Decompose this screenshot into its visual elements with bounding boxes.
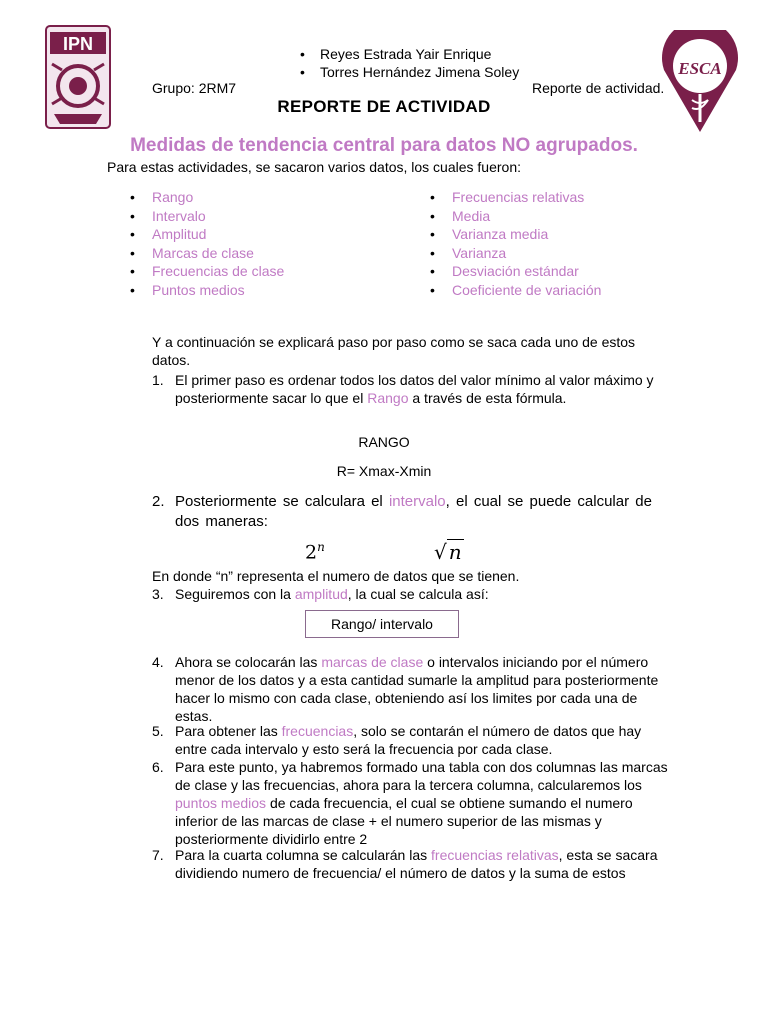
- step-highlight: frecuencias relativas: [431, 847, 559, 863]
- sqrt-symbol: √: [434, 540, 447, 564]
- list-item: • Varianza: [452, 244, 601, 263]
- step-text: Ahora se colocarán las: [175, 654, 322, 670]
- step-2: [152, 492, 672, 532]
- n-note: En donde “n” representa el numero de datos que se tienen.: [152, 568, 520, 584]
- explanation-text: Y a continuación se explicará paso por paso como se saca cada uno de estos datos.: [152, 334, 636, 368]
- step-1: [152, 371, 672, 407]
- report-label: Reporte de actividad.: [532, 80, 665, 96]
- step-highlight: marcas de clase: [321, 654, 424, 670]
- step-6: [152, 758, 672, 848]
- list-item: • Intervalo: [152, 207, 284, 226]
- step-text: , esta se sacara dividiendo numero de frecuencia/ el número de datos y la suma de estos: [175, 847, 658, 881]
- formula-sqrt: [434, 540, 464, 564]
- step-text: Posteriormente se calculara el: [175, 493, 389, 510]
- step-text: , la cual se calcula así:: [347, 586, 489, 602]
- formula-exponent: n: [317, 540, 325, 554]
- step-highlight: intervalo: [388, 493, 446, 510]
- step-5: [152, 722, 672, 758]
- step-text: Para este punto, ya habremos formado una tabla con dos columnas las marcas de clase y las frecuencias, ahora para la tercera columna, calcularemos los: [175, 759, 668, 793]
- step-text: a través de esta fórmula.: [408, 390, 567, 406]
- document-subtitle: Medidas de tendencia central para datos NO agrupados.: [130, 135, 638, 156]
- step-highlight: Rango: [367, 390, 409, 406]
- list-item: • Marcas de clase: [152, 244, 284, 263]
- svg-text:ESCA: ESCA: [678, 59, 722, 78]
- document-title: REPORTE DE ACTIVIDAD: [277, 97, 491, 116]
- step-text: Para obtener las: [175, 723, 282, 739]
- formula-base: 2: [305, 541, 318, 564]
- step-number: 1.: [152, 372, 164, 388]
- step-text: o intervalos iniciando por el número menor de los datos y a esta cantidad sumarle la amplitud para posteriormente hacer lo mismo con cada clase, obteniendo así los limites por cada una de estas.: [175, 654, 659, 724]
- svg-text:IPN: IPN: [62, 34, 94, 54]
- step-highlight: amplitud: [294, 586, 348, 602]
- list-item: • Media: [452, 207, 601, 226]
- sqrt-argument: n: [448, 540, 462, 564]
- concepts-list-left: [152, 188, 284, 300]
- step-number: 2.: [152, 493, 165, 510]
- list-item: • Rango: [152, 188, 284, 207]
- step-text: , el cual se puede calcular de dos maneras:: [175, 493, 652, 530]
- step-text: Para la cuarta columna se calcularán las: [175, 847, 432, 863]
- step-number: 7.: [152, 847, 164, 863]
- author-list: [300, 45, 519, 81]
- formula-power: [305, 540, 325, 563]
- step-number: 5.: [152, 723, 164, 739]
- author-item: • Torres Hernández Jimena Soley: [300, 63, 519, 81]
- step-4: [152, 653, 672, 725]
- step-7: [152, 846, 672, 882]
- step-highlight: frecuencias: [281, 723, 354, 739]
- list-item: • Frecuencias de clase: [152, 262, 284, 281]
- list-item: • Amplitud: [152, 225, 284, 244]
- step-number: 4.: [152, 654, 164, 670]
- esca-logo: [660, 30, 740, 134]
- step-text: de cada frecuencia, el cual se obtiene sumando el numero inferior de las marcas de clase + el numero superior de las mismas y posteriormente dividirlo entre 2: [175, 795, 633, 847]
- group-label: Grupo: 2RM7: [152, 80, 237, 96]
- list-item: • Frecuencias relativas: [452, 188, 601, 207]
- rango-heading: RANGO: [358, 434, 410, 450]
- amplitud-formula-box: Rango/ intervalo: [305, 610, 459, 638]
- concepts-list-right: [452, 188, 601, 300]
- step-number: 6.: [152, 759, 164, 775]
- rango-formula: R= Xmax-Xmin: [336, 463, 432, 479]
- step-number: 3.: [152, 586, 164, 602]
- list-item: • Varianza media: [452, 225, 601, 244]
- step-3: [152, 585, 672, 603]
- step-text: , solo se contarán el número de datos que hay entre cada intervalo y esto será la frecuencia por cada clase.: [175, 723, 642, 757]
- intro-text: Para estas actividades, se sacaron varios datos, los cuales fueron:: [107, 159, 521, 175]
- step-text: El primer paso es ordenar todos los datos del valor mínimo al valor máximo y posteriormente sacar lo que el: [175, 372, 654, 406]
- author-item: • Reyes Estrada Yair Enrique: [300, 45, 519, 63]
- step-text: Seguiremos con la: [175, 586, 295, 602]
- list-item: • Coeficiente de variación: [452, 281, 601, 300]
- step-highlight: puntos medios: [175, 795, 267, 811]
- list-item: • Desviación estándar: [452, 262, 601, 281]
- list-item: • Puntos medios: [152, 281, 284, 300]
